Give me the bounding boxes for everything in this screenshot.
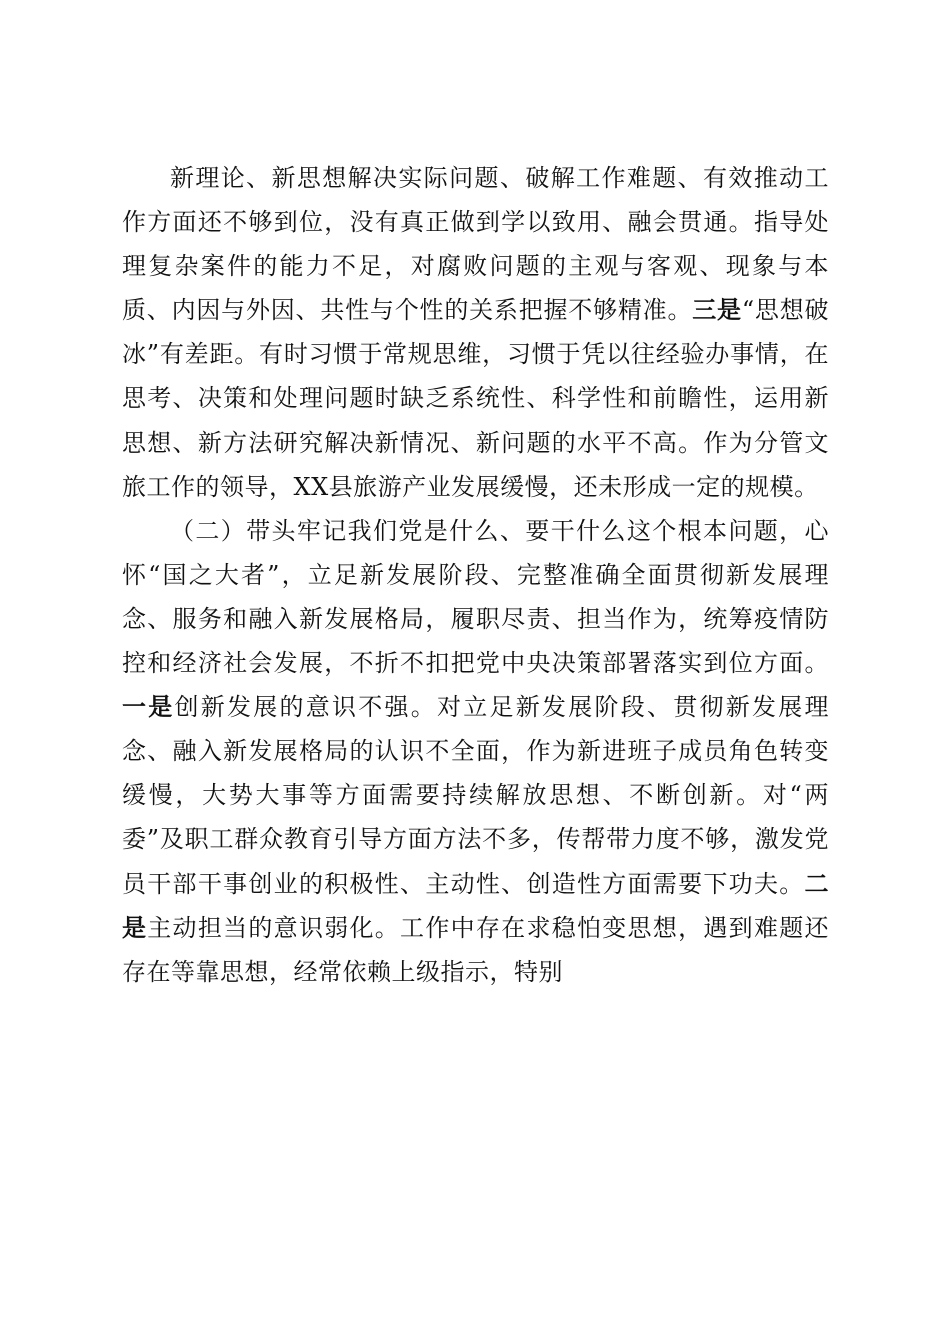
paragraph-2-text-3: 主动担当的意识弱化。工作中存在求稳怕变思想，遇到难题还存在等靠思想，经常依赖上级指示，特别	[122, 913, 830, 986]
document-body	[122, 156, 829, 994]
paragraph-1-text-2: “思想破冰”有差距。有时习惯于常规思维，习惯于凭以往经验办事情，在思考、决策和处理问题时缺乏系统性、科学性和前瞻性，运用新思想、新方法研究解决新情况、新问题的水平不高。作为分管文旅工作的领导，XX县旅游产业发展缓慢，还未形成一定的规模。	[122, 296, 829, 501]
paragraph-2-bold-marker-1: 一是	[122, 692, 175, 722]
paragraph-1	[122, 156, 829, 509]
paragraph-2-bold-marker-2: 二是	[122, 868, 829, 942]
paragraph-2	[122, 509, 829, 994]
paragraph-2-text-1: （二）带头牢记我们党是什么、要干什么这个根本问题，心怀“国之大者”，立足新发展阶段、完整准确全面贯彻新发展理念、服务和融入新发展格局，履职尽责、担当作为，统筹疫情防控和经济社会发展，不折不扣把党中央决策部署落实到位方面。	[122, 516, 829, 678]
paragraph-2-text-2: 创新发展的意识不强。对立足新发展阶段、贯彻新发展理念、融入新发展格局的认识不全面，作为新进班子成员角色转变缓慢，大势大事等方面需要持续解放思想、不断创新。对“两委”及职工群众教育引导方面方法不多，传帮带力度不够，激发党员干部干事创业的积极性、主动性、创造性方面需要下功夫。	[122, 693, 829, 898]
paragraph-1-bold-marker: 三是	[692, 295, 742, 325]
paragraph-1-text-1: 新理论、新思想解决实际问题、破解工作难题、有效推动工作方面还不够到位，没有真正做到学以致用、融会贯通。指导处理复杂案件的能力不足，对腐败问题的主观与客观、现象与本质、内因与外因、共性与个性的关系把握不够精准。	[122, 164, 829, 325]
